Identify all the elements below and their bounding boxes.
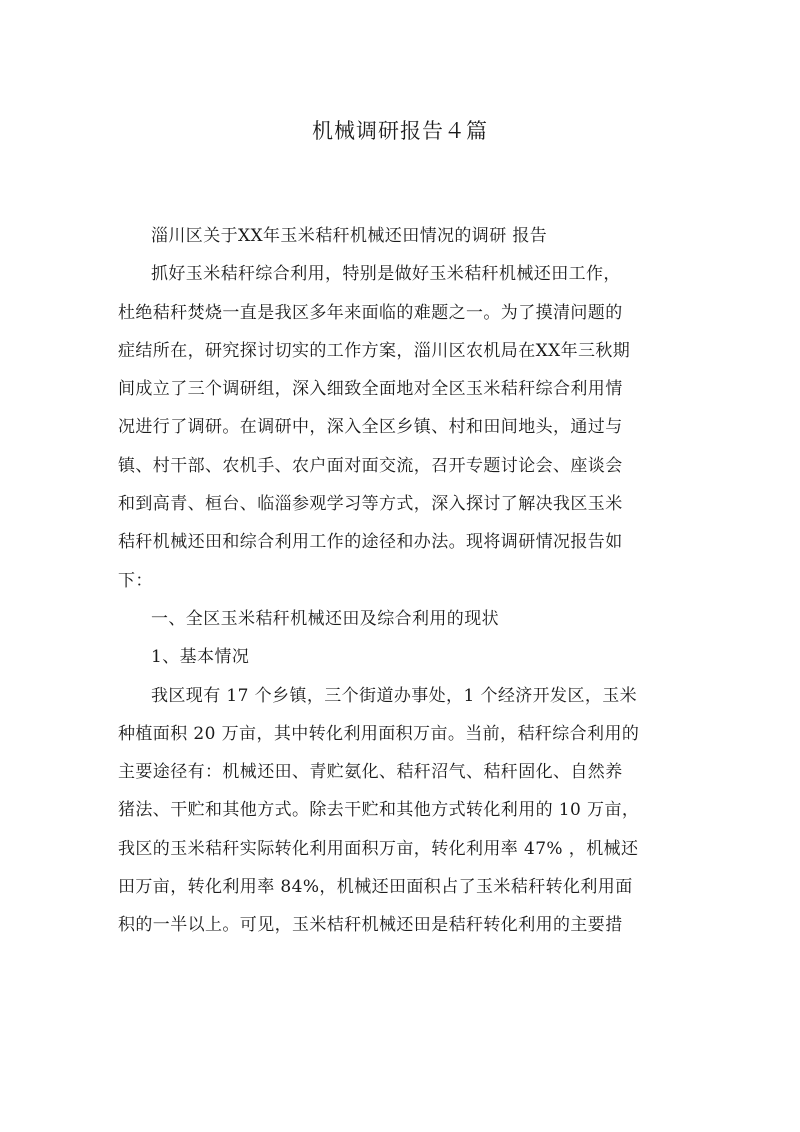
document-body bbox=[118, 217, 688, 945]
text-line: 镇、村干部、农机手、农户面对面交流，召开专题讨论会、座谈会 bbox=[118, 455, 623, 476]
document-title: 机械调研报告４篇 bbox=[312, 119, 488, 143]
text-line: 一、全区玉米秸秆机械还田及综合利用的现状 bbox=[151, 608, 499, 629]
text-line: 我区现有 17 个乡镇，三个街道办事处，1 个经济开发区，玉米 bbox=[151, 685, 638, 706]
text-line: 抓好玉米秸秆综合利用，特别是做好玉米秸秆机械还田工作， bbox=[151, 264, 621, 285]
text-line: 我区的玉米秸秆实际转化利用面积万亩，转化利用率 47% ，机械还 bbox=[118, 838, 639, 859]
text-line: 积的一半以上。可见，玉米桔秆机械还田是秸秆转化利用的主要措 bbox=[118, 915, 623, 936]
text-line: 间成立了三个调研组，深入细致全面地对全区玉米秸秆综合利用情 bbox=[118, 379, 623, 400]
text-line: 杜绝秸秆焚烧一直是我区多年来面临的难题之一。为了摸清问题的 bbox=[118, 302, 623, 323]
text-line: 和到高青、桓台、临淄参观学习等方式，深入探讨了解决我区玉米 bbox=[118, 494, 623, 515]
text-line: 1、基本情况 bbox=[151, 647, 250, 668]
text-line: 主要途径有：机械还田、青贮氨化、秸秆沼气、秸秆固化、自然养 bbox=[118, 762, 623, 783]
text-line: 况进行了调研。在调研中，深入全区乡镇、村和田间地头，通过与 bbox=[118, 417, 623, 438]
text-line: 田万亩，转化利用率 84%，机械还田面积占了玉米秸秆转化利用面 bbox=[118, 877, 633, 898]
text-line: 淄川区关于XX年玉米秸秆机械还田情况的调研 报告 bbox=[151, 226, 548, 246]
text-line: 下： bbox=[118, 570, 153, 591]
text-line: 秸秆机械还田和综合利用工作的途径和办法。现将调研情况报告如 bbox=[118, 532, 623, 553]
text-line: 种植面积 20 万亩，其中转化利用面积万亩。当前，秸秆综合利用的 bbox=[118, 723, 640, 744]
text-line: 症结所在，研究探讨切实的工作方案，淄川区农机局在XX年三秋期 bbox=[118, 340, 631, 361]
text-line: 猪法、干贮和其他方式。除去干贮和其他方式转化利用的 10 万亩， bbox=[118, 800, 640, 821]
